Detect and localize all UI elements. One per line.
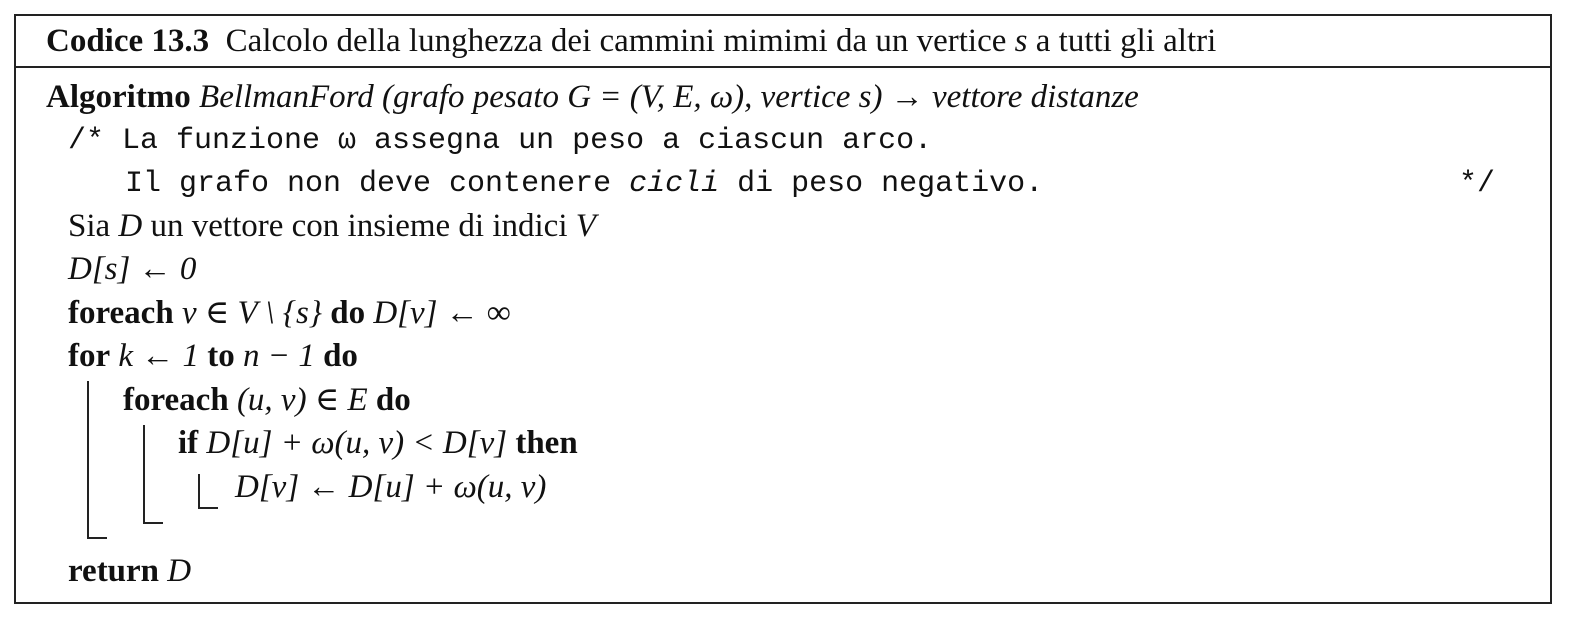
line-relax-assign: D[v] ← D[u] + ω(u, v) (235, 469, 547, 505)
for-block-rule (87, 381, 89, 539)
foreach-do-keyword: do (330, 295, 366, 331)
line-if (178, 423, 578, 463)
sia-D: D (118, 208, 143, 244)
caption-text: Calcolo della lunghezza dei cammini mimimi da un vertice (225, 23, 1007, 59)
foreach-edges-do-keyword: do (375, 382, 411, 418)
foreach-block-rule (143, 425, 145, 524)
sia-V: V (575, 208, 596, 244)
algorithm-signature (46, 77, 1139, 117)
foreach-vertices-expr: v ∈ V \ {s} (181, 295, 322, 331)
sia-pre: Sia (68, 208, 111, 244)
comment-line-2-emphasis: cicli (629, 167, 720, 201)
comment-line-2 (125, 164, 1043, 204)
caption-bar (16, 16, 1550, 68)
foreach-edges-expr: (u, v) ∈ E (236, 382, 368, 418)
sia-mid: un vettore con insieme di indici (150, 208, 568, 244)
line-foreach-vertices (68, 293, 511, 333)
caption-rest: a tutti gli altri (1035, 23, 1217, 59)
return-value: D (167, 553, 192, 589)
caption (46, 21, 1216, 61)
comment-line-2-pre: Il grafo non deve contenere (125, 167, 612, 201)
caption-vertex: s (1014, 23, 1028, 59)
line-for (68, 336, 358, 376)
for-block-end (87, 537, 107, 539)
if-block-end (198, 507, 218, 509)
line-foreach-edges (123, 380, 411, 420)
caption-label: Codice 13.3 (46, 23, 210, 59)
foreach-vertices-body: D[v] ← ∞ (373, 295, 511, 331)
for-keyword: for (68, 338, 111, 374)
if-keyword: if (178, 425, 199, 461)
line-return (68, 551, 191, 591)
algorithm-signature-text: BellmanFord (grafo pesato G = (V, E, ω), vertice s) → vettore distanze (199, 79, 1139, 115)
if-block-rule (198, 474, 200, 509)
line-sia (68, 206, 596, 246)
then-keyword: then (515, 425, 578, 461)
for-init: k ← 1 (118, 338, 200, 374)
comment-close: */ (1459, 167, 1496, 201)
for-limit: n − 1 (243, 338, 315, 374)
algorithm-box (14, 14, 1552, 604)
foreach-edges-keyword: foreach (123, 382, 229, 418)
algorithm-keyword: Algoritmo (46, 79, 191, 115)
comment-line-1: /* La funzione ω assegna un peso a ciascun arco. (68, 124, 933, 158)
comment-line-2-post: di peso negativo. (737, 167, 1044, 201)
return-keyword: return (68, 553, 160, 589)
foreach-keyword: foreach (68, 295, 174, 331)
if-condition: D[u] + ω(u, v) < D[v] (206, 425, 508, 461)
to-keyword: to (207, 338, 235, 374)
line-init: D[s] ← 0 (68, 251, 197, 287)
for-do-keyword: do (323, 338, 358, 374)
foreach-block-end (143, 522, 163, 524)
